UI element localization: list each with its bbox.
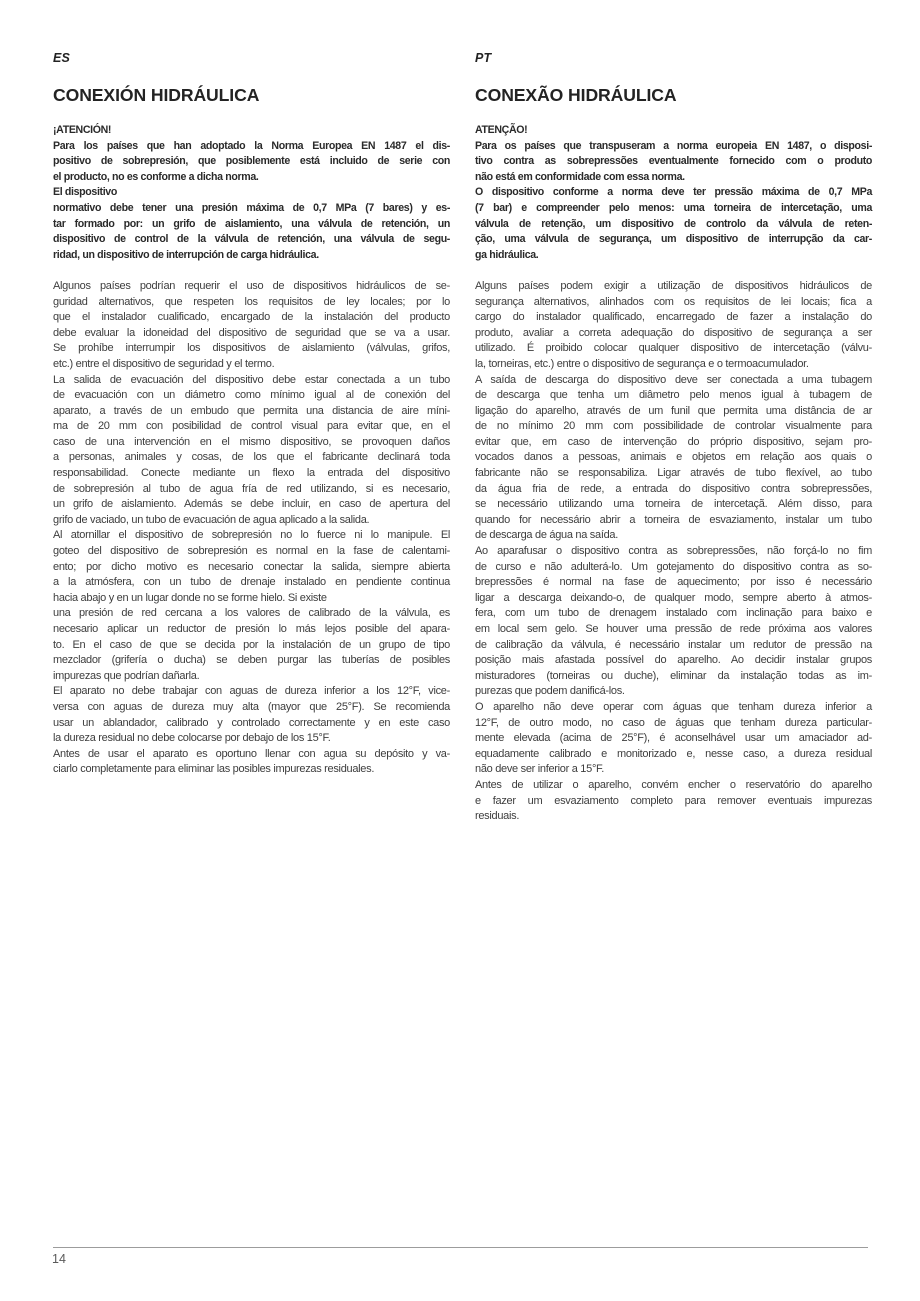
text-line: ciarlo completamente para eliminar las posibles impurezas residuales.	[53, 763, 375, 776]
text-line: de sobrepresión al tubo de agua fría de red utilizando, si es necesario,	[53, 482, 450, 495]
text-line: mezclador (grifería o ducha) se deben purgar las tuberías de posibles	[53, 654, 450, 667]
text-line: equadamente calibrado e monitorizado e, nesse caso, a dureza residual	[475, 747, 872, 760]
text-line: impurezas que podrían dañarla.	[53, 669, 200, 682]
text-line: positivo de sobrepresión, que posiblemente está incluido de serie con	[53, 155, 450, 168]
text-line: ma de 20 mm con posibilidad de control visual para evitar que, en el	[53, 420, 450, 433]
text-line: (7 bar) e compreender pelo menos: uma torneira de intercetação, uma	[475, 201, 872, 214]
language-label-es: ES	[53, 51, 71, 65]
text-line: cargo do instalador qualificado, encarregado de fazer a instalação do	[475, 311, 872, 324]
text-line: Ao aparafusar o dispositivo contra as sobrepressões, não forçá-lo no fim	[475, 545, 872, 558]
text-line: El dispositivo	[53, 186, 117, 199]
text-line: la dureza residual no debe colocarse por debajo de los 15°F.	[53, 732, 331, 745]
text-line: dispositivo de control de la válvula de retención, una válvula de segu-	[53, 233, 450, 246]
text-line: fabricante não se responsabiliza. Ligar através de tubo flexível, ao tubo	[475, 467, 872, 480]
text-line: Alguns países podem exigir a utilização de dispositivos hidráulicos de	[475, 279, 872, 292]
text-line: Para os países que transpuseram a norma europeia EN 1487, o disposi-	[475, 139, 872, 152]
text-line: Se prohíbe interrumpir los dispositivos de aislamiento (válvulas, grifos,	[53, 342, 450, 355]
text-line: O dispositivo conforme a norma deve ter pressão máxima de 0,7 MPa	[475, 186, 872, 199]
section-title-es: CONEXIÓN HIDRÁULICA	[53, 85, 260, 105]
section-title-pt: CONEXÃO HIDRÁULICA	[475, 85, 677, 105]
text-line: Antes de utilizar o aparelho, convém encher o reservatório do aparelho	[475, 778, 872, 791]
text-line: ção, uma válvula de segurança, um dispositivo de interrupção da car-	[475, 233, 872, 246]
text-line: hacia abajo y en un lugar donde no se forme hielo. Si existe	[53, 591, 327, 604]
text-line: evitar que, em caso de intervenção do próprio dispositivo, sejam pro-	[475, 435, 872, 448]
text-line: ridad, un dispositivo de interrupción de carga hidráulica.	[53, 248, 319, 261]
text-line: 12°F, de outro modo, no caso de águas que tenham dureza particular-	[475, 716, 872, 729]
text-line: a la atmósfera, con un tubo de drenaje instalado en pendiente continua	[53, 576, 450, 589]
text-line: caso de una intervención en el mismo dispositivo, se provoquen daños	[53, 435, 450, 448]
text-line: de curso e não adulterá-lo. Um gotejamento do dispositivo contra as so-	[475, 560, 872, 573]
text-line: e fazer um esvaziamento completo para remover eventuais impurezas	[475, 794, 872, 807]
text-line: de no mínimo 20 mm com possibilidade de controlar visualmente para	[475, 420, 872, 433]
text-line: necesario aplicar un reductor de presión lo más lejos posible del apara-	[53, 623, 450, 635]
text-line: mente elevada (acima de 25°F), é aconselhável usar um amaciador ad-	[475, 732, 872, 745]
attention-block-pt	[475, 123, 872, 263]
text-line: ga hidráulica.	[475, 248, 539, 261]
page-number: 14	[52, 1252, 66, 1266]
text-line: Antes de usar el aparato es oportuno llenar con agua su depósito y va-	[53, 747, 450, 760]
column-es	[53, 52, 450, 778]
text-line: etc.) entre el dispositivo de seguridad y el termo.	[53, 357, 275, 370]
text-line: da água fria de rede, a entrada do dispositivo contra sobrepressões,	[475, 482, 872, 495]
text-line: to. En el caso de que se decida por la instalación de un grupo de tipo	[53, 638, 450, 651]
text-line: de evacuación con un diámetro como mínimo igual al de conexión del	[53, 389, 450, 402]
text-line: quando for necessário abrir a torneira de esvaziamento, instalar um tubo	[475, 513, 872, 526]
text-line: ligar a descarga deixando-o, de qualquer modo, sempre aberto à atmos-	[475, 591, 872, 604]
text-line: vocados danos a pessoas, animais e objetos em relação aos quais o	[475, 451, 872, 464]
text-line: segurança alternativos, alinhados com os requisitos de lei locais; fica a	[475, 295, 872, 308]
text-line: não está em conformidade com essa norma.	[475, 170, 685, 183]
text-line: debe evaluar la idoneidad del dispositivo de seguridad que se va a usar.	[53, 326, 450, 339]
text-line: ento; por dicho motivo es necesario conectar la salida, siempre abierta	[53, 560, 450, 573]
text-line: ATENÇÃO!	[475, 124, 528, 136]
text-line: produto, avaliar a correta adequação do dispositivo de segurança a ser	[475, 326, 872, 339]
footer-rule	[53, 1247, 868, 1248]
column-pt	[475, 52, 872, 825]
text-line: una presión de red cercana a los valores de calibrado de la válvula, es	[53, 607, 450, 620]
text-line: misturadores (torneiras ou duche), eliminar da instalação todas as im-	[475, 669, 872, 682]
text-line: A saída de descarga do dispositivo deve ser conectada a uma tubagem	[475, 373, 872, 386]
text-line: O aparelho não deve operar com águas que tenham dureza inferior a	[475, 700, 872, 713]
text-line: un grifo de aislamiento. Además se debe incluir, en caso de apertura del	[53, 498, 450, 511]
text-line: em local sem gelo. Se houver uma pressão de rede próxima aos valores	[475, 623, 872, 635]
text-line: ¡ATENCIÓN!	[53, 124, 112, 136]
text-line: el producto, no es conforme a dicha norma.	[53, 170, 259, 183]
body-block-es	[53, 279, 450, 778]
text-line: normativo debe tener una presión máxima de 0,7 MPa (7 bares) y es-	[53, 201, 450, 214]
text-line: responsabilidad. Conecte mediante un flexo la entrada del dispositivo	[53, 467, 450, 480]
text-line: goteo del dispositivo de sobrepresión es normal en la fase de calentami-	[53, 545, 450, 558]
text-line: que el instalador cualificado, encargado de la instalación del producto	[53, 311, 450, 324]
text-line: El aparato no debe trabajar con aguas de dureza inferior a los 12°F, vice-	[53, 685, 450, 698]
text-line: a personas, animales y cosas, de los que el fabricante declinará toda	[53, 451, 450, 464]
text-line: purezas que podem danificá-los.	[475, 685, 625, 698]
text-line: de calibração da válvula, é necessário instalar um redutor de pressão na	[475, 638, 872, 651]
text-line: residuais.	[475, 810, 520, 823]
text-line: utilizado. É proibido colocar qualquer dispositivo de intercetação (válvu-	[475, 342, 872, 355]
text-line: tivo contra as sobrepressões eventualmente fornecido com o produto	[475, 155, 872, 168]
text-line: la, torneiras, etc.) entre o dispositivo de segurança e o termoacumulador.	[475, 357, 809, 370]
text-line: válvula de retenção, um dispositivo de controlo da válvula de reten-	[475, 217, 872, 230]
language-label-pt: PT	[475, 51, 492, 65]
text-line: não deve ser inferior a 15°F.	[475, 763, 604, 776]
text-line: fera, com um tubo de drenagem instalado com inclinação para baixo e	[475, 607, 872, 620]
body-block-pt	[475, 279, 872, 825]
text-line: tar formado por: un grifo de aislamiento, una válvula de retención, un	[53, 217, 450, 230]
text-line: versa con aguas de dureza muy alta (mayor que 25°F). Se recomienda	[53, 700, 450, 713]
text-line: usar un ablandador, calibrado y controlado correctamente y en este caso	[53, 716, 450, 729]
text-line: grifo de vaciado, un tubo de evacuación de agua aplicado a la salida.	[53, 513, 370, 526]
text-line: Algunos países podrían requerir el uso de dispositivos hidráulicos de se-	[53, 279, 450, 292]
text-line: de descarga que tenha um diâmetro pelo menos igual à tubagem de	[475, 389, 872, 402]
attention-block-es	[53, 123, 450, 263]
text-line: se necessário utilizando uma torneira de intercetaçã. Além disso, para	[475, 498, 872, 511]
text-line: Para los países que han adoptado la Norma Europea EN 1487 el dis-	[53, 139, 450, 152]
text-line: Al atornillar el dispositivo de sobrepresión no lo fuerce ni lo manipule. El	[53, 529, 450, 542]
text-line: ligação do aparelho, através de um funil que permita uma distância de ar	[475, 404, 872, 417]
text-line: de descarga de água na saída.	[475, 529, 618, 542]
text-line: posição mais afastada possível do aparelho. Ao decidir instalar grupos	[475, 654, 872, 667]
text-line: guridad alternativos, que respeten los requisitos de ley locales; por lo	[53, 295, 450, 308]
text-line: brepressões é normal na fase de aquecimento; por isso é necessário	[475, 576, 872, 589]
text-line: La salida de evacuación del dispositivo debe estar conectada a un tubo	[53, 373, 450, 386]
text-line: aparato, a través de un embudo que permita una distancia de aire míni-	[53, 404, 450, 417]
